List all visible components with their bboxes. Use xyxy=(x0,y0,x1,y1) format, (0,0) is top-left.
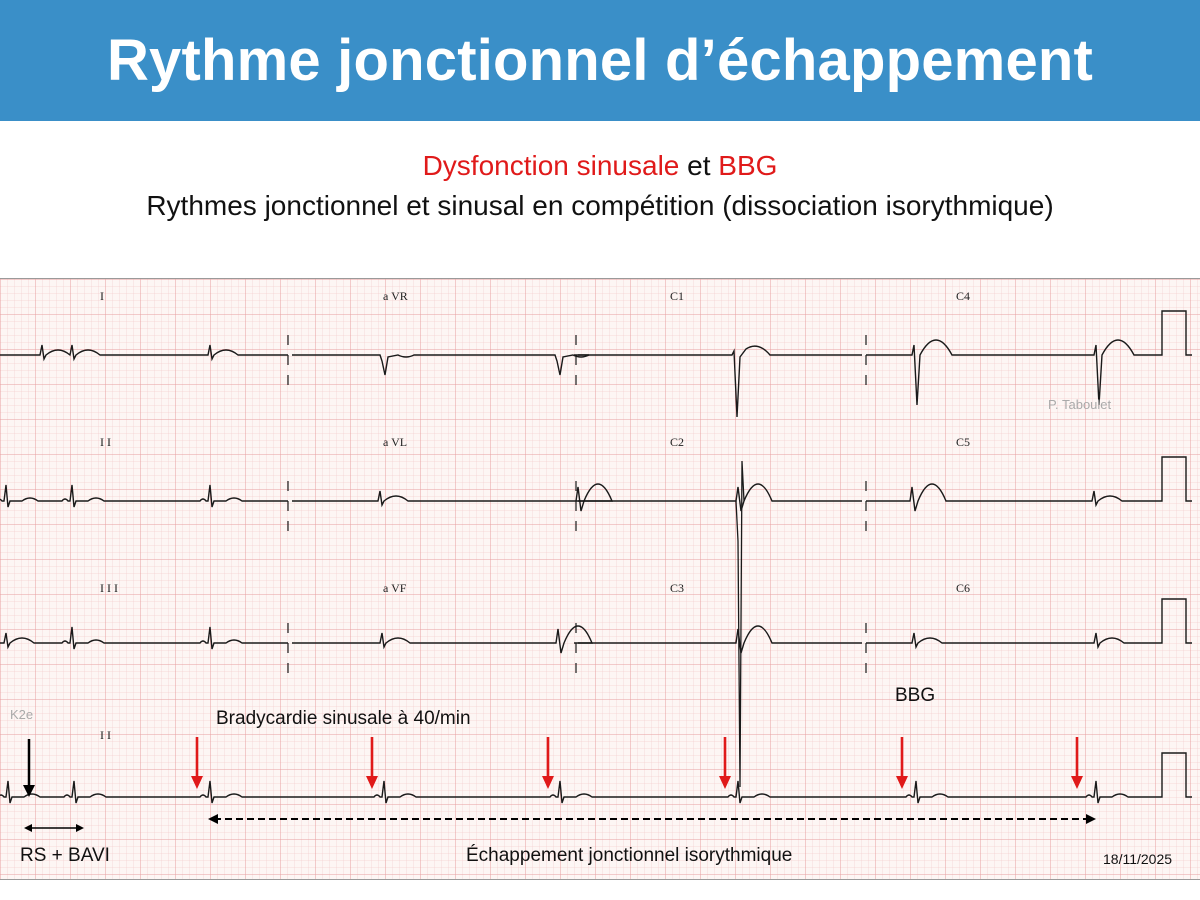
subtitle-dysfonction: Dysfonction sinusale xyxy=(422,150,680,181)
watermark-source: K2e xyxy=(10,707,34,722)
subtitle xyxy=(0,146,1200,226)
lead-label-C4: C4 xyxy=(956,289,971,303)
annotation-echappement: Échappement jonctionnel isorythmique xyxy=(466,845,793,866)
ecg-panel xyxy=(0,278,1200,880)
ecg-tracing xyxy=(0,279,1200,879)
subtitle-connector: et xyxy=(679,150,719,181)
subtitle-line-2: Rythmes jonctionnel et sinusal en compétition (dissociation isorythmique) xyxy=(146,190,1054,221)
lead-label-C1: C1 xyxy=(670,289,685,303)
lead-label-I: I xyxy=(100,289,104,303)
lead-label-rhythm-II: I I xyxy=(100,728,111,742)
annotation-bradycardie: Bradycardie sinusale à 40/min xyxy=(216,708,471,729)
subtitle-bbg: BBG xyxy=(718,150,778,181)
watermark-author: P. Taboulet xyxy=(1048,397,1112,412)
title-bar xyxy=(0,0,1200,121)
lead-label-aVL: a VL xyxy=(383,435,408,449)
subtitle-line-1 xyxy=(0,146,1200,186)
lead-label-II: I I xyxy=(100,435,111,449)
lead-label-C5: C5 xyxy=(956,435,971,449)
lead-label-C6: C6 xyxy=(956,581,971,595)
lead-label-aVR: a VR xyxy=(383,289,408,303)
lead-label-III: I I I xyxy=(100,581,118,595)
annotation-rs-bavi: RS + BAVI xyxy=(20,845,110,866)
annotation-bbg: BBG xyxy=(895,685,936,706)
lead-label-aVF: a VF xyxy=(383,581,407,595)
annotation-date: 18/11/2025 xyxy=(1103,851,1173,867)
lead-label-C3: C3 xyxy=(670,581,685,595)
lead-label-C2: C2 xyxy=(670,435,685,449)
ecg-grid xyxy=(0,279,1200,879)
slide-title: Rythme jonctionnel d’échappement xyxy=(106,28,1094,93)
